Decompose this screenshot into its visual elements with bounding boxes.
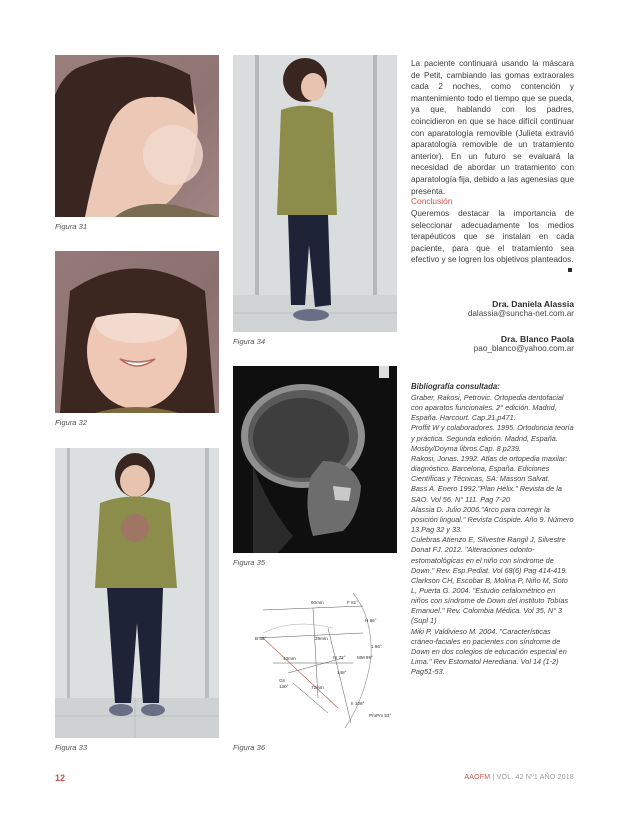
conclusion-paragraph: Queremos destacar la importancia de seleccionar adecuadamente los medios terapéuticos que se instalan en cada paciente, para que el tratamiento sea efectivo y se logren los objetivos planteados. [411, 209, 574, 265]
journal-volume: | VOL. 42 Nº1 AÑO 2018 [490, 774, 574, 781]
tracing-label-2: H 86° [365, 618, 377, 623]
author-name: Dra. Daniela Alassia [492, 299, 574, 309]
page-number: 12 [55, 773, 66, 783]
tracing-label-6: 43mm [283, 656, 296, 661]
end-of-article-mark [568, 268, 572, 272]
figure-34-caption: Figura 34 [233, 337, 266, 346]
author-block-2 [474, 334, 574, 353]
figure-36-caption: Figura 36 [233, 743, 266, 752]
author-email: pao_blanco@yahoo.com.ar [473, 344, 574, 353]
bibliography-entry: Proffit W y colaboradores. 1995. Ortodoncia teoría y práctica. Segunda edición. Madrid, España. Mosby/Doyma libros.Cap. 8 p239. [411, 423, 574, 453]
bibliography-entry: Miki P, Valdivieso M. 2004. "Características cráneo-faciales en pacientes con síndrome de Down en dos colegios de educación especial en Lima." Rev Estomatol Herediana. Vol 14 (1-2) Pag51-53. [411, 626, 567, 677]
figure-35-xray-photo [233, 366, 397, 553]
figure-34-full-body-profile-photo [233, 55, 397, 332]
tracing-label-8: MM 99° [357, 655, 373, 660]
tracing-label-0: 60mm [311, 600, 324, 605]
tracing-label-7: IS 72° [333, 655, 346, 660]
journal-brand: AAOFM [464, 774, 491, 781]
bibliography-entry: Bass A. Enero 1992."Plan Hélix." Revista de la SAO. Vol 56. N° 111. Pag 7-20 [411, 484, 562, 504]
full-body-profile-illustration [233, 55, 397, 332]
tracing-label-14: ProPm 53° [369, 713, 392, 718]
tracing-label-4: 29mm [315, 636, 328, 641]
bibliography-entry: Clarkson CH, Escobar B, Molina P, Niño M, Soto L, Puerta G. 2004. "Estudio cefalométrico en niños con síndrome de Down del instituto Tobías Emanuel." Rev. Colombia Médica. Vol 35, N° 3 (Supl 1) [411, 575, 569, 626]
tracing-label-10: Gn [279, 678, 286, 683]
figure-33-full-body-photo [55, 448, 219, 738]
figure-31-caption: Figura 31 [55, 222, 88, 231]
journal-footer [464, 774, 574, 781]
author-block-1 [468, 299, 574, 318]
conclusion-heading: Conclusión [411, 196, 453, 206]
figure-31-profile-photo [55, 55, 219, 217]
cephalometric-xray-illustration [233, 366, 397, 553]
tracing-label-1: F 81° [347, 600, 359, 605]
author-email: dalassia@suncha-net.com.ar [467, 309, 574, 318]
tracing-label-5: 1 86° [371, 644, 382, 649]
profile-photo-illustration [55, 55, 219, 217]
bibliography-entry: Alassia D. Julio 2006."Arco para corregir la posición lingual." Revista Cúspide. Año 9. Número 13.Pag 32 y 33. [411, 504, 574, 535]
figure-32-caption: Figura 32 [55, 418, 88, 427]
bibliography-entry: Graber, Rakosi, Petrovic. Ortopedia dentofacial con aparatos funcionales. 2° edición. Madrid, España. Harcourt. Cap.21,p471. [411, 393, 564, 423]
figure-32-frontal-photo [55, 251, 219, 413]
tracing-label-3: B 30° [255, 636, 267, 641]
tracing-label-13: II 106° [351, 701, 365, 706]
tracing-label-12: 72mm [311, 685, 324, 690]
figure-36-cephalometric-tracing [233, 588, 397, 740]
bibliography-heading: Bibliografía consultada: [411, 382, 500, 391]
article-body-paragraph: La paciente continuará usando la máscara de Petit, cambiando las gomas extraorales cada 2 noches, como contención y mantenimiento todo el tiempo que se pueda, ya que, hablando con los padres, coincidieron en que se hace difícil continuar con aparatología removible (Julieta extravió aparatología removible de un tratamiento anterior). En un futuro se evaluará la necesidad de abordar un tratamiento con aparatología fija, debido a las agenesias que presenta. [411, 59, 574, 196]
full-body-frontal-illustration [55, 448, 219, 738]
figure-35-caption: Figura 35 [233, 558, 266, 567]
tracing-label-9: 148° [337, 670, 347, 675]
bibliography-list [411, 393, 574, 677]
frontal-photo-illustration [55, 251, 219, 413]
bibliography-entry: Culebras Atienzo E, Silvestre Rangil J, Silvestre Donat FJ. 2012. "Alteraciones odonto-estomatológicas en el niño con síndrome de Down." Rev. Esp.Pediat. Vol 68(6) Pag 414-419. [411, 535, 568, 575]
author-name: Dra. Blanco Paola [500, 334, 574, 344]
figure-33-caption: Figura 33 [55, 743, 88, 752]
tracing-label-11: 130° [279, 684, 289, 689]
bibliography-entry: Rakosi, Jonas. 1992. Atlas de ortopedia maxilar: diagnóstico. Barcelona, España. Ediciones Científicas y Técnicas, SA: Masson Salvat. [411, 453, 568, 484]
tracing-diagram [233, 588, 397, 740]
